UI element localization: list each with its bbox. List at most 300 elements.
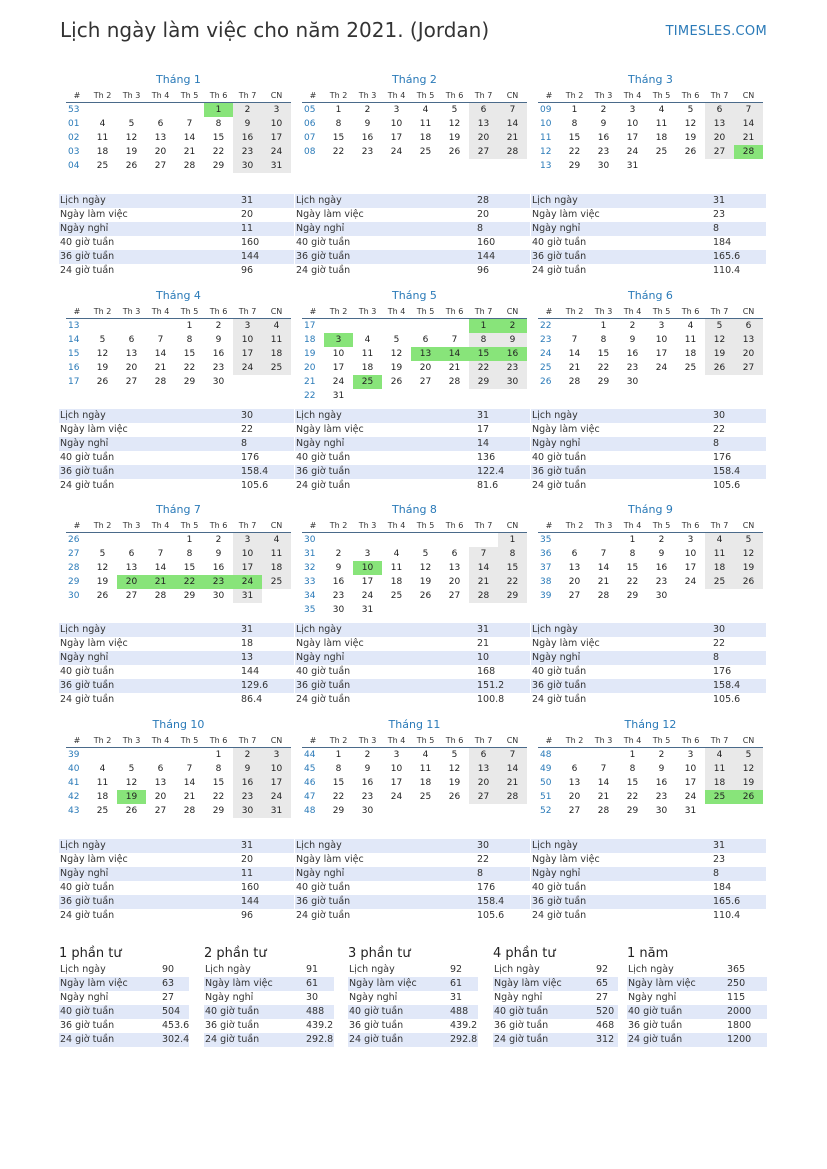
stat-label: Ngày làm việc <box>494 978 562 989</box>
stat-value: 110.4 <box>713 265 741 276</box>
stat-value: 158.4 <box>477 896 505 907</box>
stat-row <box>348 1019 478 1033</box>
stat-row <box>295 881 530 895</box>
month-calendar <box>66 288 291 389</box>
day-cell: 7 <box>157 549 164 559</box>
stat-label: 24 giờ tuần <box>532 265 587 276</box>
stat-row <box>531 895 766 909</box>
stat-row <box>531 423 766 437</box>
weekday-label: Th 6 <box>204 88 233 103</box>
day-cell: 2 <box>658 750 665 760</box>
stat-row <box>531 651 766 665</box>
day-cell: 7 <box>469 547 498 561</box>
week-number: 06 <box>304 119 316 129</box>
weekday-label: Th 2 <box>88 88 117 103</box>
weekday-label: Th 6 <box>676 88 705 103</box>
empty-cell <box>146 748 175 763</box>
stat-row <box>204 963 334 977</box>
week-row <box>302 145 527 159</box>
weekday-label: Th 6 <box>204 304 233 319</box>
day-cell: 16 <box>212 349 225 359</box>
day-cell: 1 <box>600 321 607 331</box>
month-calendar <box>302 288 527 403</box>
week-row <box>66 790 291 804</box>
weekday-header <box>302 304 527 319</box>
weekday-header <box>66 518 291 533</box>
day-cell: 5 <box>687 105 694 115</box>
day-cell: 19 <box>419 577 432 587</box>
week-number: 09 <box>540 105 552 115</box>
week-row <box>302 762 527 776</box>
stat-label: 24 giờ tuần <box>494 1034 549 1045</box>
stat-value: 439.2 <box>306 1020 334 1031</box>
day-cell: 10 <box>655 335 668 345</box>
stat-label: Ngày nghỉ <box>349 992 398 1003</box>
week-number: 44 <box>304 750 316 760</box>
weekday-label: Th 2 <box>88 518 117 533</box>
stat-row <box>627 1005 767 1019</box>
day-cell: 25 <box>390 591 403 601</box>
stat-row <box>295 651 530 665</box>
day-cell: 13 <box>154 133 167 143</box>
day-cell: 23 <box>204 575 233 589</box>
day-cell: 14 <box>183 778 196 788</box>
stat-value: 92 <box>596 964 609 975</box>
stat-value: 31 <box>241 840 254 851</box>
day-cell: 12 <box>705 333 734 347</box>
week-number: 39 <box>540 591 552 601</box>
day-cell: 28 <box>469 589 498 603</box>
day-cell: 30 <box>361 806 374 816</box>
day-cell: 5 <box>451 750 458 760</box>
month-grid <box>302 304 527 403</box>
brand-link[interactable]: TIMESLES.COM <box>665 24 767 39</box>
empty-cell <box>411 389 440 403</box>
day-cell: 14 <box>469 561 498 575</box>
day-cell: 16 <box>361 778 374 788</box>
day-cell: 26 <box>448 147 461 157</box>
day-cell: 11 <box>705 762 734 776</box>
day-cell: 18 <box>390 577 403 587</box>
empty-cell <box>734 375 763 389</box>
month-stats <box>531 839 766 923</box>
day-cell: 17 <box>361 577 374 587</box>
week-number: 42 <box>68 792 80 802</box>
day-cell: 16 <box>655 778 668 788</box>
stat-label: Ngày làm việc <box>296 209 364 220</box>
week-number: 17 <box>304 321 316 331</box>
day-cell: 7 <box>451 335 458 345</box>
day-cell: 18 <box>419 133 432 143</box>
stat-label: 36 giờ tuần <box>60 251 115 262</box>
weekday-label: Th 3 <box>589 304 618 319</box>
stat-label: Ngày làm việc <box>532 209 600 220</box>
empty-cell <box>88 103 117 118</box>
weekday-label: Th 3 <box>117 733 146 748</box>
empty-cell <box>705 804 734 818</box>
stat-value: 312 <box>596 1034 615 1045</box>
stat-row <box>295 437 530 451</box>
stat-label: Lịch ngày <box>296 840 342 851</box>
period-summary <box>204 945 334 1047</box>
stat-value: 115 <box>727 992 746 1003</box>
empty-cell <box>88 748 117 763</box>
weekday-label: Th 2 <box>88 733 117 748</box>
day-cell: 5 <box>451 105 458 115</box>
day-cell: 22 <box>212 792 225 802</box>
day-cell: 30 <box>233 159 262 173</box>
empty-cell <box>233 375 262 389</box>
week-number: 51 <box>540 792 552 802</box>
stat-value: 160 <box>241 882 260 893</box>
day-cell: 23 <box>361 147 374 157</box>
day-cell: 27 <box>568 591 581 601</box>
week-row <box>538 790 763 804</box>
day-cell: 1 <box>571 105 578 115</box>
day-cell: 25 <box>262 575 291 589</box>
stat-value: 96 <box>477 265 490 276</box>
stat-row <box>295 867 530 881</box>
day-cell: 10 <box>262 117 291 131</box>
stat-label: 40 giờ tuần <box>296 666 351 677</box>
day-cell: 20 <box>734 347 763 361</box>
week-row <box>538 589 763 603</box>
weekday-label: Th 3 <box>117 304 146 319</box>
stat-row <box>295 465 530 479</box>
month-calendar <box>66 72 291 173</box>
day-cell: 31 <box>332 391 345 401</box>
weekday-label: # <box>66 88 88 103</box>
stat-row <box>59 693 294 707</box>
week-row <box>302 117 527 131</box>
day-cell: 16 <box>233 776 262 790</box>
stat-row <box>531 909 766 923</box>
week-number: 38 <box>540 577 552 587</box>
day-cell: 21 <box>597 577 610 587</box>
week-row <box>302 375 527 389</box>
stat-label: Ngày nghỉ <box>205 992 254 1003</box>
stat-label: Lịch ngày <box>205 964 251 975</box>
day-cell: 22 <box>175 575 204 589</box>
week-number: 10 <box>540 119 552 129</box>
stat-row <box>531 693 766 707</box>
weekday-label: Th 2 <box>324 733 353 748</box>
stat-label: Ngày nghỉ <box>60 868 109 879</box>
stat-label: 36 giờ tuần <box>532 466 587 477</box>
day-cell: 17 <box>655 349 668 359</box>
stat-row <box>295 264 530 278</box>
month-calendar <box>538 717 763 818</box>
week-number: 12 <box>540 147 552 157</box>
empty-cell <box>440 389 469 403</box>
day-cell: 16 <box>597 133 610 143</box>
stat-row <box>204 977 334 991</box>
stat-row <box>295 909 530 923</box>
stat-value: 129.6 <box>241 680 269 691</box>
month-title: Tháng 11 <box>388 718 441 731</box>
day-cell: 26 <box>705 361 734 375</box>
day-cell: 13 <box>568 563 581 573</box>
stat-row <box>59 867 294 881</box>
stat-value: 31 <box>241 195 254 206</box>
weekday-label: Th 5 <box>175 733 204 748</box>
month-stats <box>295 839 530 923</box>
stat-label: 36 giờ tuần <box>60 896 115 907</box>
week-number: 05 <box>304 105 316 115</box>
day-cell: 20 <box>125 363 138 373</box>
weekday-label: Th 2 <box>560 304 589 319</box>
stat-row <box>493 977 618 991</box>
stat-row <box>348 977 478 991</box>
weekday-label: Th 5 <box>175 88 204 103</box>
day-cell: 12 <box>734 547 763 561</box>
day-cell: 26 <box>419 591 432 601</box>
stat-value: 31 <box>477 624 490 635</box>
stat-label: Lịch ngày <box>532 410 578 421</box>
day-cell: 25 <box>705 790 734 804</box>
week-row <box>66 319 291 334</box>
week-number: 17 <box>68 377 80 387</box>
week-row <box>66 589 291 603</box>
day-cell: 12 <box>419 563 432 573</box>
day-cell: 28 <box>568 377 581 387</box>
day-cell: 27 <box>125 377 138 387</box>
day-cell: 25 <box>96 806 109 816</box>
day-cell: 10 <box>390 119 403 129</box>
day-cell: 22 <box>626 792 639 802</box>
week-row <box>302 603 527 617</box>
weekday-label: Th 5 <box>647 304 676 319</box>
month-grid <box>66 88 291 173</box>
stat-value: 122.4 <box>477 466 505 477</box>
stat-value: 22 <box>477 854 490 865</box>
stat-value: 8 <box>241 438 248 449</box>
day-cell: 8 <box>571 119 578 129</box>
empty-cell <box>353 533 382 548</box>
day-cell: 20 <box>469 776 498 790</box>
stat-label: Ngày làm việc <box>349 978 417 989</box>
day-cell: 28 <box>183 806 196 816</box>
day-cell: 2 <box>215 535 222 545</box>
stat-value: 176 <box>713 666 732 677</box>
day-cell: 20 <box>117 575 146 589</box>
day-cell: 26 <box>448 792 461 802</box>
month-calendar <box>302 502 527 617</box>
weekday-label: Th 6 <box>440 88 469 103</box>
day-cell: 19 <box>734 776 763 790</box>
day-cell: 25 <box>684 363 697 373</box>
week-number: 47 <box>304 792 316 802</box>
stat-row <box>531 236 766 250</box>
weekday-label: Th 4 <box>618 304 647 319</box>
weekday-label: Th 5 <box>175 304 204 319</box>
week-number: 29 <box>68 577 80 587</box>
day-cell: 17 <box>684 563 697 573</box>
stat-row <box>295 839 530 853</box>
day-cell: 7 <box>600 549 607 559</box>
day-cell: 8 <box>469 333 498 347</box>
week-row <box>302 533 527 548</box>
stat-label: Ngày làm việc <box>60 638 128 649</box>
week-number: 21 <box>304 377 316 387</box>
week-row <box>66 131 291 145</box>
day-cell: 20 <box>705 131 734 145</box>
day-cell: 2 <box>658 535 665 545</box>
day-cell: 23 <box>655 792 668 802</box>
stat-value: 11 <box>241 868 254 879</box>
stat-row <box>204 1005 334 1019</box>
stat-label: 40 giờ tuần <box>532 882 587 893</box>
weekday-label: Th 7 <box>705 304 734 319</box>
week-row <box>538 131 763 145</box>
week-number: 04 <box>68 161 80 171</box>
stat-value: 136 <box>477 452 496 463</box>
day-cell: 28 <box>734 145 763 159</box>
day-cell: 15 <box>597 349 610 359</box>
weekday-label: Th 4 <box>382 304 411 319</box>
stat-label: 40 giờ tuần <box>628 1006 683 1017</box>
day-cell: 17 <box>626 133 639 143</box>
empty-cell <box>440 319 469 334</box>
day-cell: 14 <box>154 349 167 359</box>
day-cell: 14 <box>597 778 610 788</box>
day-cell: 24 <box>332 377 345 387</box>
weekday-label: Th 3 <box>353 733 382 748</box>
day-cell: 19 <box>734 561 763 575</box>
day-cell: 3 <box>393 750 400 760</box>
day-cell: 2 <box>364 105 371 115</box>
week-number: 28 <box>68 563 80 573</box>
stat-value: 168 <box>477 666 496 677</box>
day-cell: 27 <box>705 145 734 159</box>
stat-label: Ngày nghỉ <box>296 438 345 449</box>
day-cell: 31 <box>684 806 697 816</box>
empty-cell <box>146 533 175 548</box>
stat-row <box>295 250 530 264</box>
week-number: 48 <box>304 806 316 816</box>
day-cell: 21 <box>498 776 527 790</box>
weekday-label: Th 6 <box>204 518 233 533</box>
weekday-label: Th 6 <box>204 733 233 748</box>
day-cell: 14 <box>183 133 196 143</box>
day-cell: 22 <box>469 361 498 375</box>
month-title: Tháng 3 <box>628 73 673 86</box>
day-cell: 25 <box>353 375 382 389</box>
stat-value: 144 <box>241 896 260 907</box>
week-number: 07 <box>304 133 316 143</box>
day-cell: 14 <box>154 563 167 573</box>
stat-label: Ngày làm việc <box>60 424 128 435</box>
day-cell: 15 <box>626 563 639 573</box>
day-cell: 12 <box>125 778 138 788</box>
week-number: 27 <box>68 549 80 559</box>
week-row <box>302 547 527 561</box>
week-number: 32 <box>304 563 316 573</box>
day-cell: 21 <box>183 792 196 802</box>
week-row <box>66 117 291 131</box>
empty-cell <box>411 804 440 818</box>
week-number: 22 <box>540 321 552 331</box>
day-cell: 8 <box>629 764 636 774</box>
day-cell: 26 <box>684 147 697 157</box>
weekday-label: CN <box>498 518 527 533</box>
empty-cell <box>676 589 705 603</box>
period-title: 1 phần tư <box>59 946 122 961</box>
empty-cell <box>411 319 440 334</box>
stat-row <box>295 194 530 208</box>
weekday-label: Th 3 <box>353 518 382 533</box>
week-number: 35 <box>304 605 316 615</box>
week-row <box>302 589 527 603</box>
week-row <box>66 762 291 776</box>
week-number: 25 <box>540 363 552 373</box>
day-cell: 13 <box>734 333 763 347</box>
empty-cell <box>353 319 382 334</box>
day-cell: 9 <box>335 563 342 573</box>
day-cell: 21 <box>448 363 461 373</box>
day-cell: 4 <box>422 750 429 760</box>
day-cell: 5 <box>128 119 135 129</box>
week-number: 31 <box>304 549 316 559</box>
day-cell: 8 <box>186 549 193 559</box>
day-cell: 13 <box>448 563 461 573</box>
day-cell: 25 <box>262 361 291 375</box>
day-cell: 26 <box>390 377 403 387</box>
stat-value: 160 <box>241 237 260 248</box>
empty-cell <box>589 533 618 548</box>
empty-cell <box>734 159 763 173</box>
empty-cell <box>324 533 353 548</box>
day-cell: 6 <box>469 103 498 118</box>
stat-label: 36 giờ tuần <box>532 251 587 262</box>
day-cell: 6 <box>157 119 164 129</box>
empty-cell <box>469 533 498 548</box>
week-row <box>302 319 527 334</box>
day-cell: 25 <box>655 147 668 157</box>
day-cell: 31 <box>626 161 639 171</box>
empty-cell <box>117 319 146 334</box>
month-title: Tháng 4 <box>156 289 201 302</box>
day-cell: 5 <box>99 335 106 345</box>
stat-row <box>59 651 294 665</box>
week-row <box>66 804 291 818</box>
day-cell: 8 <box>186 335 193 345</box>
weekday-label: CN <box>734 518 763 533</box>
day-cell: 14 <box>597 563 610 573</box>
stat-label: 36 giờ tuần <box>532 896 587 907</box>
day-cell: 9 <box>364 119 371 129</box>
day-cell: 23 <box>597 147 610 157</box>
weekday-label: Th 7 <box>705 518 734 533</box>
day-cell: 18 <box>419 778 432 788</box>
week-number: 19 <box>304 349 316 359</box>
empty-cell <box>146 319 175 334</box>
stat-label: 24 giờ tuần <box>296 694 351 705</box>
stat-label: Ngày nghỉ <box>60 438 109 449</box>
day-cell: 9 <box>498 333 527 347</box>
stat-row <box>295 236 530 250</box>
week-row <box>66 533 291 548</box>
stat-label: Ngày làm việc <box>296 638 364 649</box>
weekday-label: CN <box>734 733 763 748</box>
day-cell: 28 <box>183 161 196 171</box>
stat-row <box>59 963 189 977</box>
stat-label: Ngày làm việc <box>205 978 273 989</box>
day-cell: 30 <box>332 605 345 615</box>
stat-value: 110.4 <box>713 910 741 921</box>
day-cell: 28 <box>498 790 527 804</box>
day-cell: 1 <box>215 750 222 760</box>
